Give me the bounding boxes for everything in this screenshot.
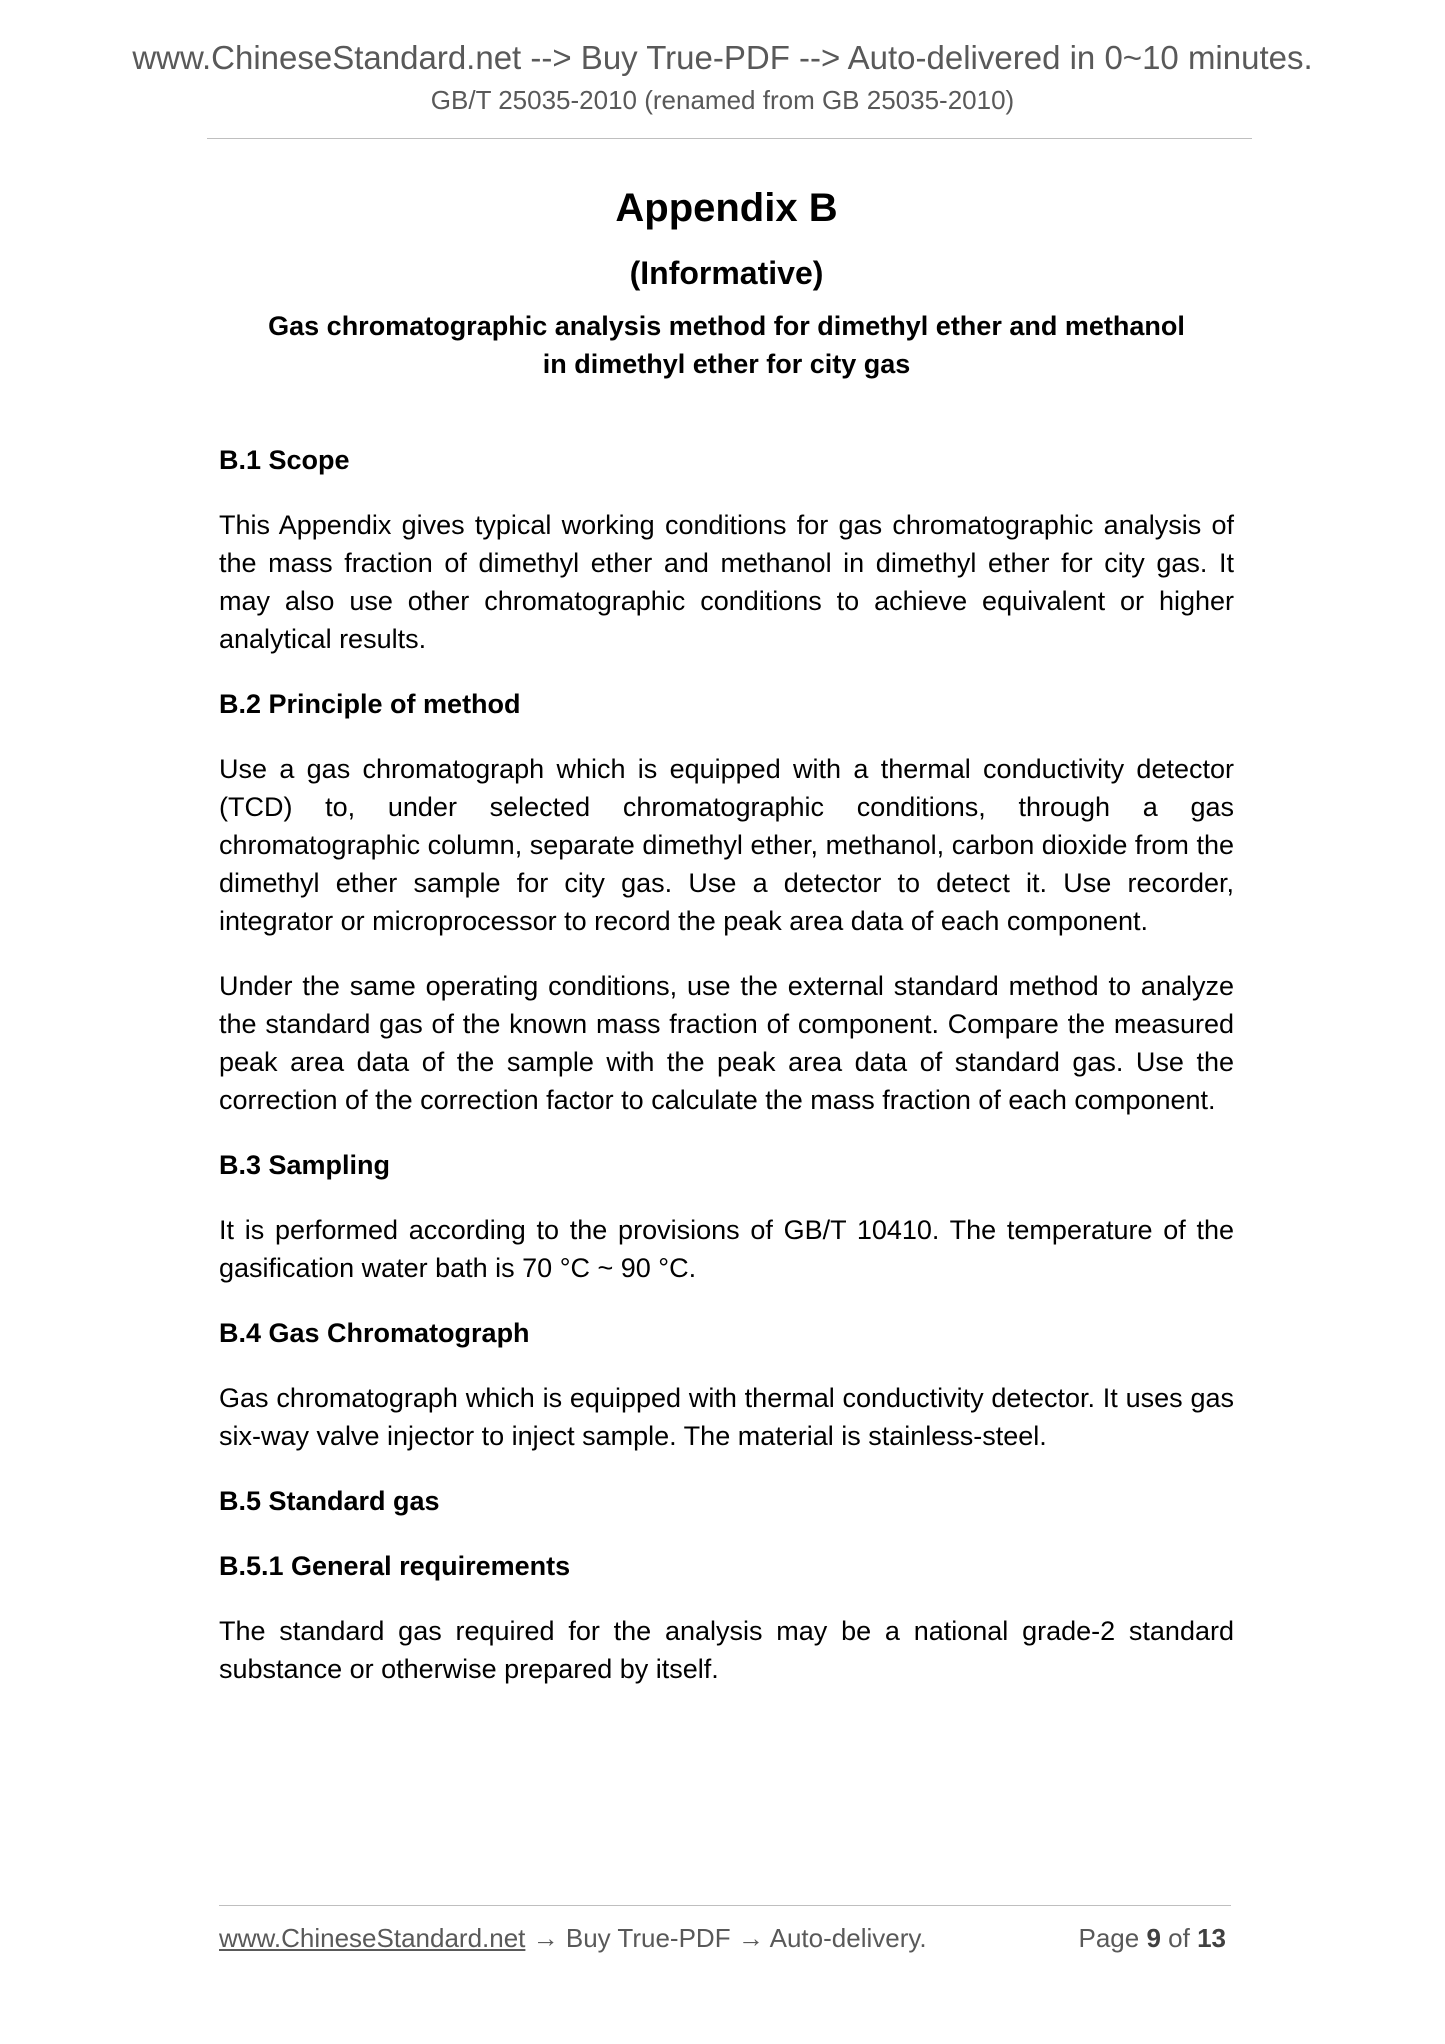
appendix-subtitle: (Informative) [629,255,824,291]
section-heading-b2: B.2 Principle of method [219,689,521,719]
page-current: 9 [1146,1923,1161,1953]
footer-buy-text: Buy True-PDF [565,1923,731,1953]
header-divider [207,138,1252,139]
footer-delivery-text: Auto-delivery. [769,1923,927,1953]
appendix-caption [219,307,1234,383]
section-heading-b1: B.1 Scope [219,445,350,475]
page-header [0,36,1445,118]
section-heading-b4: B.4 Gas Chromatograph [219,1318,530,1348]
footer-promo [219,1920,927,1956]
section-heading-b5-1: B.5.1 General requirements [219,1551,571,1581]
page-total: 13 [1197,1923,1226,1953]
page-of: of [1168,1923,1190,1953]
arrow-right-icon: → [532,1923,559,1953]
section-b5-1-paragraph: The standard gas required for the analysis may be a national grade-2 standard substance or otherwise prepared by itself. [219,1616,1234,1684]
section-b2-paragraph-1: Use a gas chromatograph which is equipped with a thermal conductivity detector (TCD) to, under selected chromatographic conditions, through a gas chromatographic column, separate dimethyl ether, methanol, carbon dioxide from the dimethyl ether sample for city gas. Use a detector to detect it. Use recorder, integrator or microprocessor to record the peak area data of each component. [219,754,1234,936]
appendix-caption-line-2: in dimethyl ether for city gas [542,349,911,379]
appendix-title: Appendix B [615,186,838,230]
appendix-caption-line-1: Gas chromatographic analysis method for dimethyl ether and methanol [268,311,1185,341]
section-b2-paragraph-2: Under the same operating conditions, use the external standard method to analyze the standard gas of the known mass fraction of component. Compare the measured peak area data of the sample with the peak area data of standard gas. Use the correction of the correction factor to calculate the mass fraction of each component. [219,971,1234,1115]
header-standard-number: GB/T 25035-2010 (renamed from GB 25035-2010) [430,85,1015,115]
arrow-right-icon: → [737,1923,764,1953]
document-body [219,180,1234,1715]
footer-divider [219,1905,1231,1906]
page-label: Page [1078,1923,1140,1953]
header-promo-line: www.ChineseStandard.net --> Buy True-PDF --> Auto-delivered in 0~10 minutes. [132,39,1313,76]
footer-site-link[interactable]: www.ChineseStandard.net [219,1923,526,1953]
page-number [1078,1920,1226,1956]
section-b3-paragraph: It is performed according to the provisions of GB/T 10410. The temperature of the gasification water bath is 70 °C ~ 90 °C. [219,1215,1234,1283]
section-heading-b5: B.5 Standard gas [219,1486,440,1516]
section-heading-b3: B.3 Sampling [219,1150,391,1180]
section-b4-paragraph: Gas chromatograph which is equipped with thermal conductivity detector. It uses gas six-way valve injector to inject sample. The material is stainless-steel. [219,1383,1234,1451]
section-b1-paragraph: This Appendix gives typical working conditions for gas chromatographic analysis of the mass fraction of dimethyl ether and methanol in dimethyl ether for city gas. It may also use other chromatographic conditions to achieve equivalent or higher analytical results. [219,510,1234,654]
